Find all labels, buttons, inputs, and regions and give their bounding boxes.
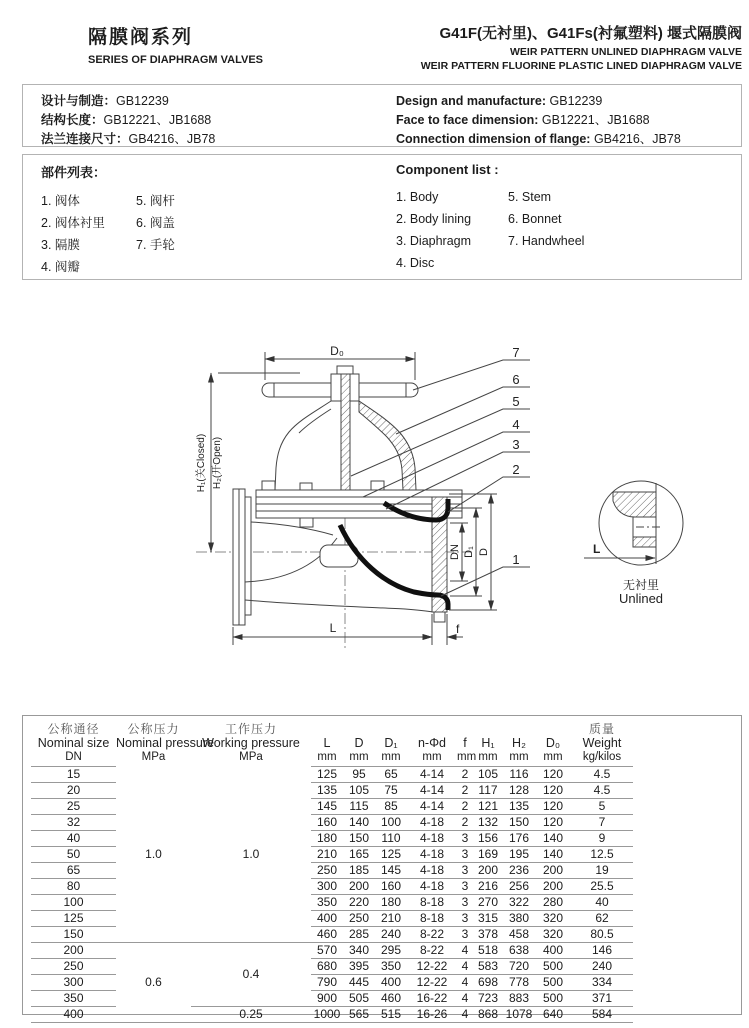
cell-dn: 100 [31,895,116,911]
standard-label: 法兰连接尺寸： [41,132,129,146]
dim-label-h1: H₁(关Closed) [196,433,207,493]
cell-n-phi-d: 4-14 [407,799,457,815]
col-header-zh [473,718,503,736]
cell-H1: 583 [473,959,503,975]
model-subtitle-1: WEIR PATTERN UNLINED DIAPHRAGM VALVE [510,46,742,58]
cell-H1: 315 [473,911,503,927]
cell-weight: 4.5 [571,783,633,799]
cell-D: 200 [343,879,375,895]
cell-L: 300 [311,879,343,895]
cell-n-phi-d: 4-14 [407,767,457,783]
standards-en [396,92,681,149]
dim-label-l: L [329,621,337,635]
col-header-unit: mm [457,750,473,767]
cell-L: 460 [311,927,343,943]
detail-label-zh: 无衬里 [622,578,660,592]
cell-L: 125 [311,767,343,783]
cell-dn: 200 [31,943,116,959]
col-header-symbol: D [354,736,364,750]
cell-L: 135 [311,783,343,799]
cell-L: 250 [311,863,343,879]
cell-D0: 280 [535,895,571,911]
col-header-symbol: H₁ [481,736,495,750]
cell-weight: 9 [571,831,633,847]
standard-value: GB4216、JB78 [128,132,216,146]
cell-f: 4 [457,943,473,959]
cell-D0: 200 [535,863,571,879]
cell-D1: 110 [375,831,407,847]
cell-f: 3 [457,831,473,847]
cell-D: 105 [343,783,375,799]
dim-label-dn: DN [449,544,461,560]
component-row [41,234,175,256]
standard-label: Face to face dimension: [396,113,539,127]
standard-line [396,92,681,111]
part-number-7: 7 [512,345,520,360]
col-header-unit: mm [407,750,457,767]
col-header-symbol: f [463,736,467,750]
col-header-zh: 工作压力 [224,722,277,736]
col-header-zh [407,718,457,736]
cell-n-phi-d: 4-18 [407,847,457,863]
cell-D1: 125 [375,847,407,863]
standard-value: GB12239 [549,94,603,108]
component-row [396,230,584,252]
cell-weight: 4.5 [571,767,633,783]
standard-label: 设计与制造： [41,94,117,108]
cell-dn: 125 [31,911,116,927]
cell-dn: 80 [31,879,116,895]
cell-dn: 40 [31,831,116,847]
col-header-zh [343,718,375,736]
component-item: 6. 阀盖 [136,216,175,230]
cell-H2: 1078 [503,1007,535,1023]
cell-H2: 638 [503,943,535,959]
model-title-block [421,22,742,73]
components-title-zh: 部件列表： [41,165,107,180]
standards-box [22,84,742,147]
cell-H2: 883 [503,991,535,1007]
col-header-unit: mm [375,750,407,767]
cell-weight: 80.5 [571,927,633,943]
cell-n-phi-d: 8-18 [407,895,457,911]
cell-D: 565 [343,1007,375,1023]
cell-weight: 7 [571,815,633,831]
cell-f: 4 [457,1007,473,1023]
cell-dn: 250 [31,959,116,975]
cell-D0: 140 [535,847,571,863]
component-item: 7. 手轮 [136,238,175,252]
cell-L: 790 [311,975,343,991]
cell-H2: 236 [503,863,535,879]
cell-weight: 584 [571,1007,633,1023]
cell-weight: 19 [571,863,633,879]
cell-H2: 116 [503,767,535,783]
handwheel [262,366,418,401]
table-row [31,943,633,959]
cell-H2: 128 [503,783,535,799]
cell-H1: 200 [473,863,503,879]
component-row [396,252,584,274]
cell-H2: 256 [503,879,535,895]
cell-weight: 5 [571,799,633,815]
cell-H2: 458 [503,927,535,943]
cell-f: 3 [457,847,473,863]
cell-f: 4 [457,991,473,1007]
col-header-symbol: n-Φd [417,736,447,750]
cell-D0: 120 [535,767,571,783]
cell-f: 4 [457,959,473,975]
component-row [41,212,175,234]
cell-H1: 156 [473,831,503,847]
cell-D1: 145 [375,863,407,879]
standard-value: GB12221、JB1688 [541,113,650,127]
cell-H1: 270 [473,895,503,911]
cell-n-phi-d: 4-18 [407,879,457,895]
cell-H2: 380 [503,911,535,927]
cell-dn: 20 [31,783,116,799]
col-header-symbol: L [323,736,331,750]
col-header-zh: 公称通径 [47,722,100,736]
cell-f: 2 [457,783,473,799]
cell-dn: 65 [31,863,116,879]
cell-L: 160 [311,815,343,831]
cell-weight: 25.5 [571,879,633,895]
cell-D1: 515 [375,1007,407,1023]
col-header-en: Nominal pressure [116,736,214,750]
component-row [41,256,175,278]
cell-n-phi-d: 4-18 [407,863,457,879]
series-title-en: SERIES OF DIAPHRAGM VALVES [88,54,264,66]
cell-dn: 350 [31,991,116,1007]
cell-D: 340 [343,943,375,959]
cell-D0: 320 [535,927,571,943]
cell-weight: 146 [571,943,633,959]
cell-L: 680 [311,959,343,975]
series-title-block [88,22,263,66]
cell-n-phi-d: 4-14 [407,783,457,799]
cell-D: 150 [343,831,375,847]
cell-f: 3 [457,863,473,879]
cell-H1: 216 [473,879,503,895]
standard-label: Connection dimension of flange: [396,132,591,146]
cell-D0: 400 [535,943,571,959]
cell-n-phi-d: 12-22 [407,975,457,991]
col-header-unit: mm [343,750,375,767]
cell-D1: 65 [375,767,407,783]
cell-H1: 105 [473,767,503,783]
cell-dn: 32 [31,815,116,831]
col-header-symbol: D₁ [384,736,398,750]
col-header-unit: MPa [141,751,166,764]
cell-D: 220 [343,895,375,911]
cell-nominal-pressure: 1.0 [116,767,191,943]
model-subtitle-2: WEIR PATTERN FLUORINE PLASTIC LINED DIAPHRAGM VALVE [420,59,742,72]
cell-L: 145 [311,799,343,815]
standard-line [396,111,681,130]
dimension-table-box [22,715,742,1021]
standard-line [41,92,215,111]
col-header-symbol: D₀ [545,736,561,750]
cell-f: 3 [457,927,473,943]
cell-working-pressure: 1.0 [191,767,311,943]
cell-L: 350 [311,895,343,911]
cell-D1: 180 [375,895,407,911]
col-header-symbol: H₂ [512,736,526,750]
cell-H1: 132 [473,815,503,831]
cell-dn: 50 [31,847,116,863]
components-en [396,162,584,274]
cell-D1: 75 [375,783,407,799]
cell-D1: 160 [375,879,407,895]
cell-weight: 240 [571,959,633,975]
standard-value: GB4216、JB78 [593,132,681,146]
components-box [22,154,742,280]
stem [341,374,350,502]
standard-value: GB12239 [116,94,169,108]
part-number-4: 4 [512,417,520,432]
col-header-unit: mm [473,750,503,767]
component-item: 4. Disc [396,256,435,270]
cell-D1: 400 [375,975,407,991]
component-item: 5. 阀杆 [136,194,175,208]
cell-L: 1000 [311,1007,343,1023]
cell-D0: 120 [535,783,571,799]
cell-weight: 334 [571,975,633,991]
cell-D0: 500 [535,959,571,975]
dimension-table [31,718,633,1023]
cell-D: 285 [343,927,375,943]
cell-D1: 460 [375,991,407,1007]
cell-f: 2 [457,767,473,783]
cell-L: 900 [311,991,343,1007]
cell-H1: 121 [473,799,503,815]
cell-L: 570 [311,943,343,959]
cell-H2: 150 [503,815,535,831]
cell-H1: 698 [473,975,503,991]
dim-label-d: D [478,548,490,556]
cell-D1: 295 [375,943,407,959]
cell-D0: 140 [535,831,571,847]
component-item: 6. Bonnet [508,212,562,226]
col-header-unit: kg/kilos [571,750,633,767]
table-header-row-zh [31,718,633,736]
cell-f: 2 [457,799,473,815]
col-header-en: Nominal size [37,736,110,750]
standard-label: 结构长度： [41,113,104,127]
cell-D1: 85 [375,799,407,815]
col-header-zh: 公称压力 [127,722,180,736]
component-item: 1. 阀体 [41,194,80,208]
cell-D0: 200 [535,879,571,895]
inlet-flange [233,489,251,625]
cell-H2: 135 [503,799,535,815]
cell-D1: 350 [375,959,407,975]
cell-D: 165 [343,847,375,863]
standard-label: Design and manufacture: [396,94,547,108]
cell-D: 95 [343,767,375,783]
component-item: 4. 阀瓣 [41,260,80,274]
cell-D: 140 [343,815,375,831]
cell-H1: 868 [473,1007,503,1023]
standard-line [396,130,681,149]
cell-H1: 378 [473,927,503,943]
col-header-zh [457,718,473,736]
cell-n-phi-d: 8-22 [407,927,457,943]
col-header-zh: 质量 [588,722,615,736]
col-header-en: Working pressure [202,736,300,750]
cell-D0: 120 [535,799,571,815]
cell-D0: 320 [535,911,571,927]
model-title: G41F(无衬里)、G41Fs(衬氟塑料) 堰式隔膜阀 [439,25,742,42]
components-title-en: Component list : [396,162,499,177]
component-item: 1. Body [396,190,439,204]
cell-dn: 25 [31,799,116,815]
cell-H1: 518 [473,943,503,959]
cell-n-phi-d: 8-18 [407,911,457,927]
cell-H1: 117 [473,783,503,799]
cell-dn: 150 [31,927,116,943]
cell-D1: 240 [375,927,407,943]
cell-weight: 12.5 [571,847,633,863]
component-row [396,208,584,230]
cell-n-phi-d: 4-18 [407,831,457,847]
cell-D0: 120 [535,815,571,831]
cell-D: 395 [343,959,375,975]
cell-nominal-pressure: 0.6 [116,943,191,1023]
standard-line [41,130,215,149]
cell-weight: 62 [571,911,633,927]
col-header-zh [311,718,343,736]
cell-L: 180 [311,831,343,847]
component-item: 5. Stem [508,190,552,204]
part-number-1: 1 [512,552,520,567]
cell-H1: 169 [473,847,503,863]
standard-value: GB12221、JB1688 [103,113,212,127]
cell-n-phi-d: 16-26 [407,1007,457,1023]
part-number-5: 5 [512,394,520,409]
col-header-unit: MPa [239,751,263,764]
cell-H2: 322 [503,895,535,911]
cell-L: 400 [311,911,343,927]
table-header-row-units [31,750,633,767]
component-item: 2. Body lining [396,212,472,226]
cell-D: 250 [343,911,375,927]
col-header-zh [503,718,535,736]
cell-f: 4 [457,975,473,991]
valve-body [245,522,433,612]
standards-zh [41,92,215,149]
dim-label-h2: H₂(开Open) [212,436,223,490]
cell-H2: 195 [503,847,535,863]
component-row [41,190,175,212]
cell-dn: 300 [31,975,116,991]
col-header-unit: DN [31,750,116,767]
cell-D1: 100 [375,815,407,831]
cell-D: 115 [343,799,375,815]
part-number-3: 3 [512,437,520,452]
col-header-unit: mm [535,750,571,767]
cell-f: 3 [457,911,473,927]
component-item: 3. Diaphragm [396,234,472,248]
col-header-unit: mm [311,750,343,767]
cell-D: 185 [343,863,375,879]
cell-f: 3 [457,895,473,911]
cell-D1: 210 [375,911,407,927]
cell-H2: 778 [503,975,535,991]
cell-dn: 15 [31,767,116,783]
cell-weight: 40 [571,895,633,911]
dim-label-d1: D₁ [463,546,475,558]
cell-D0: 500 [535,991,571,1007]
standard-line [41,111,215,130]
series-title-zh: 隔膜阀系列 [88,27,194,48]
table-header-row-en [31,736,633,750]
cell-D: 505 [343,991,375,1007]
cell-D0: 500 [535,975,571,991]
cell-H2: 720 [503,959,535,975]
component-item: 2. 阀体衬里 [41,216,105,230]
cell-H2: 176 [503,831,535,847]
col-header-zh [535,718,571,736]
cell-n-phi-d: 12-22 [407,959,457,975]
cell-n-phi-d: 8-22 [407,943,457,959]
cell-n-phi-d: 16-22 [407,991,457,1007]
cell-D: 445 [343,975,375,991]
valve-technical-drawing [0,298,749,700]
components-zh [41,162,175,278]
component-item: 7. Handwheel [508,234,585,248]
col-header-unit: mm [503,750,535,767]
table-row [31,767,633,783]
component-row [396,186,584,208]
cell-f: 2 [457,815,473,831]
col-header-zh [375,718,407,736]
detail-label-en: Unlined [618,591,664,606]
cell-L: 210 [311,847,343,863]
cell-working-pressure: 0.25 [191,1007,311,1023]
detail-dim-label-l: L [593,542,601,556]
cell-H1: 723 [473,991,503,1007]
cell-D0: 640 [535,1007,571,1023]
col-header-en: Weight [582,736,622,750]
dim-label-f: f [456,622,460,636]
dim-label-d0: D₀ [330,344,344,358]
cell-n-phi-d: 4-18 [407,815,457,831]
part-number-2: 2 [512,462,520,477]
cell-dn: 400 [31,1007,116,1023]
component-item: 3. 隔膜 [41,238,80,252]
part-number-6: 6 [512,372,520,387]
cell-working-pressure: 0.4 [191,943,311,1007]
cell-f: 3 [457,879,473,895]
cell-weight: 371 [571,991,633,1007]
